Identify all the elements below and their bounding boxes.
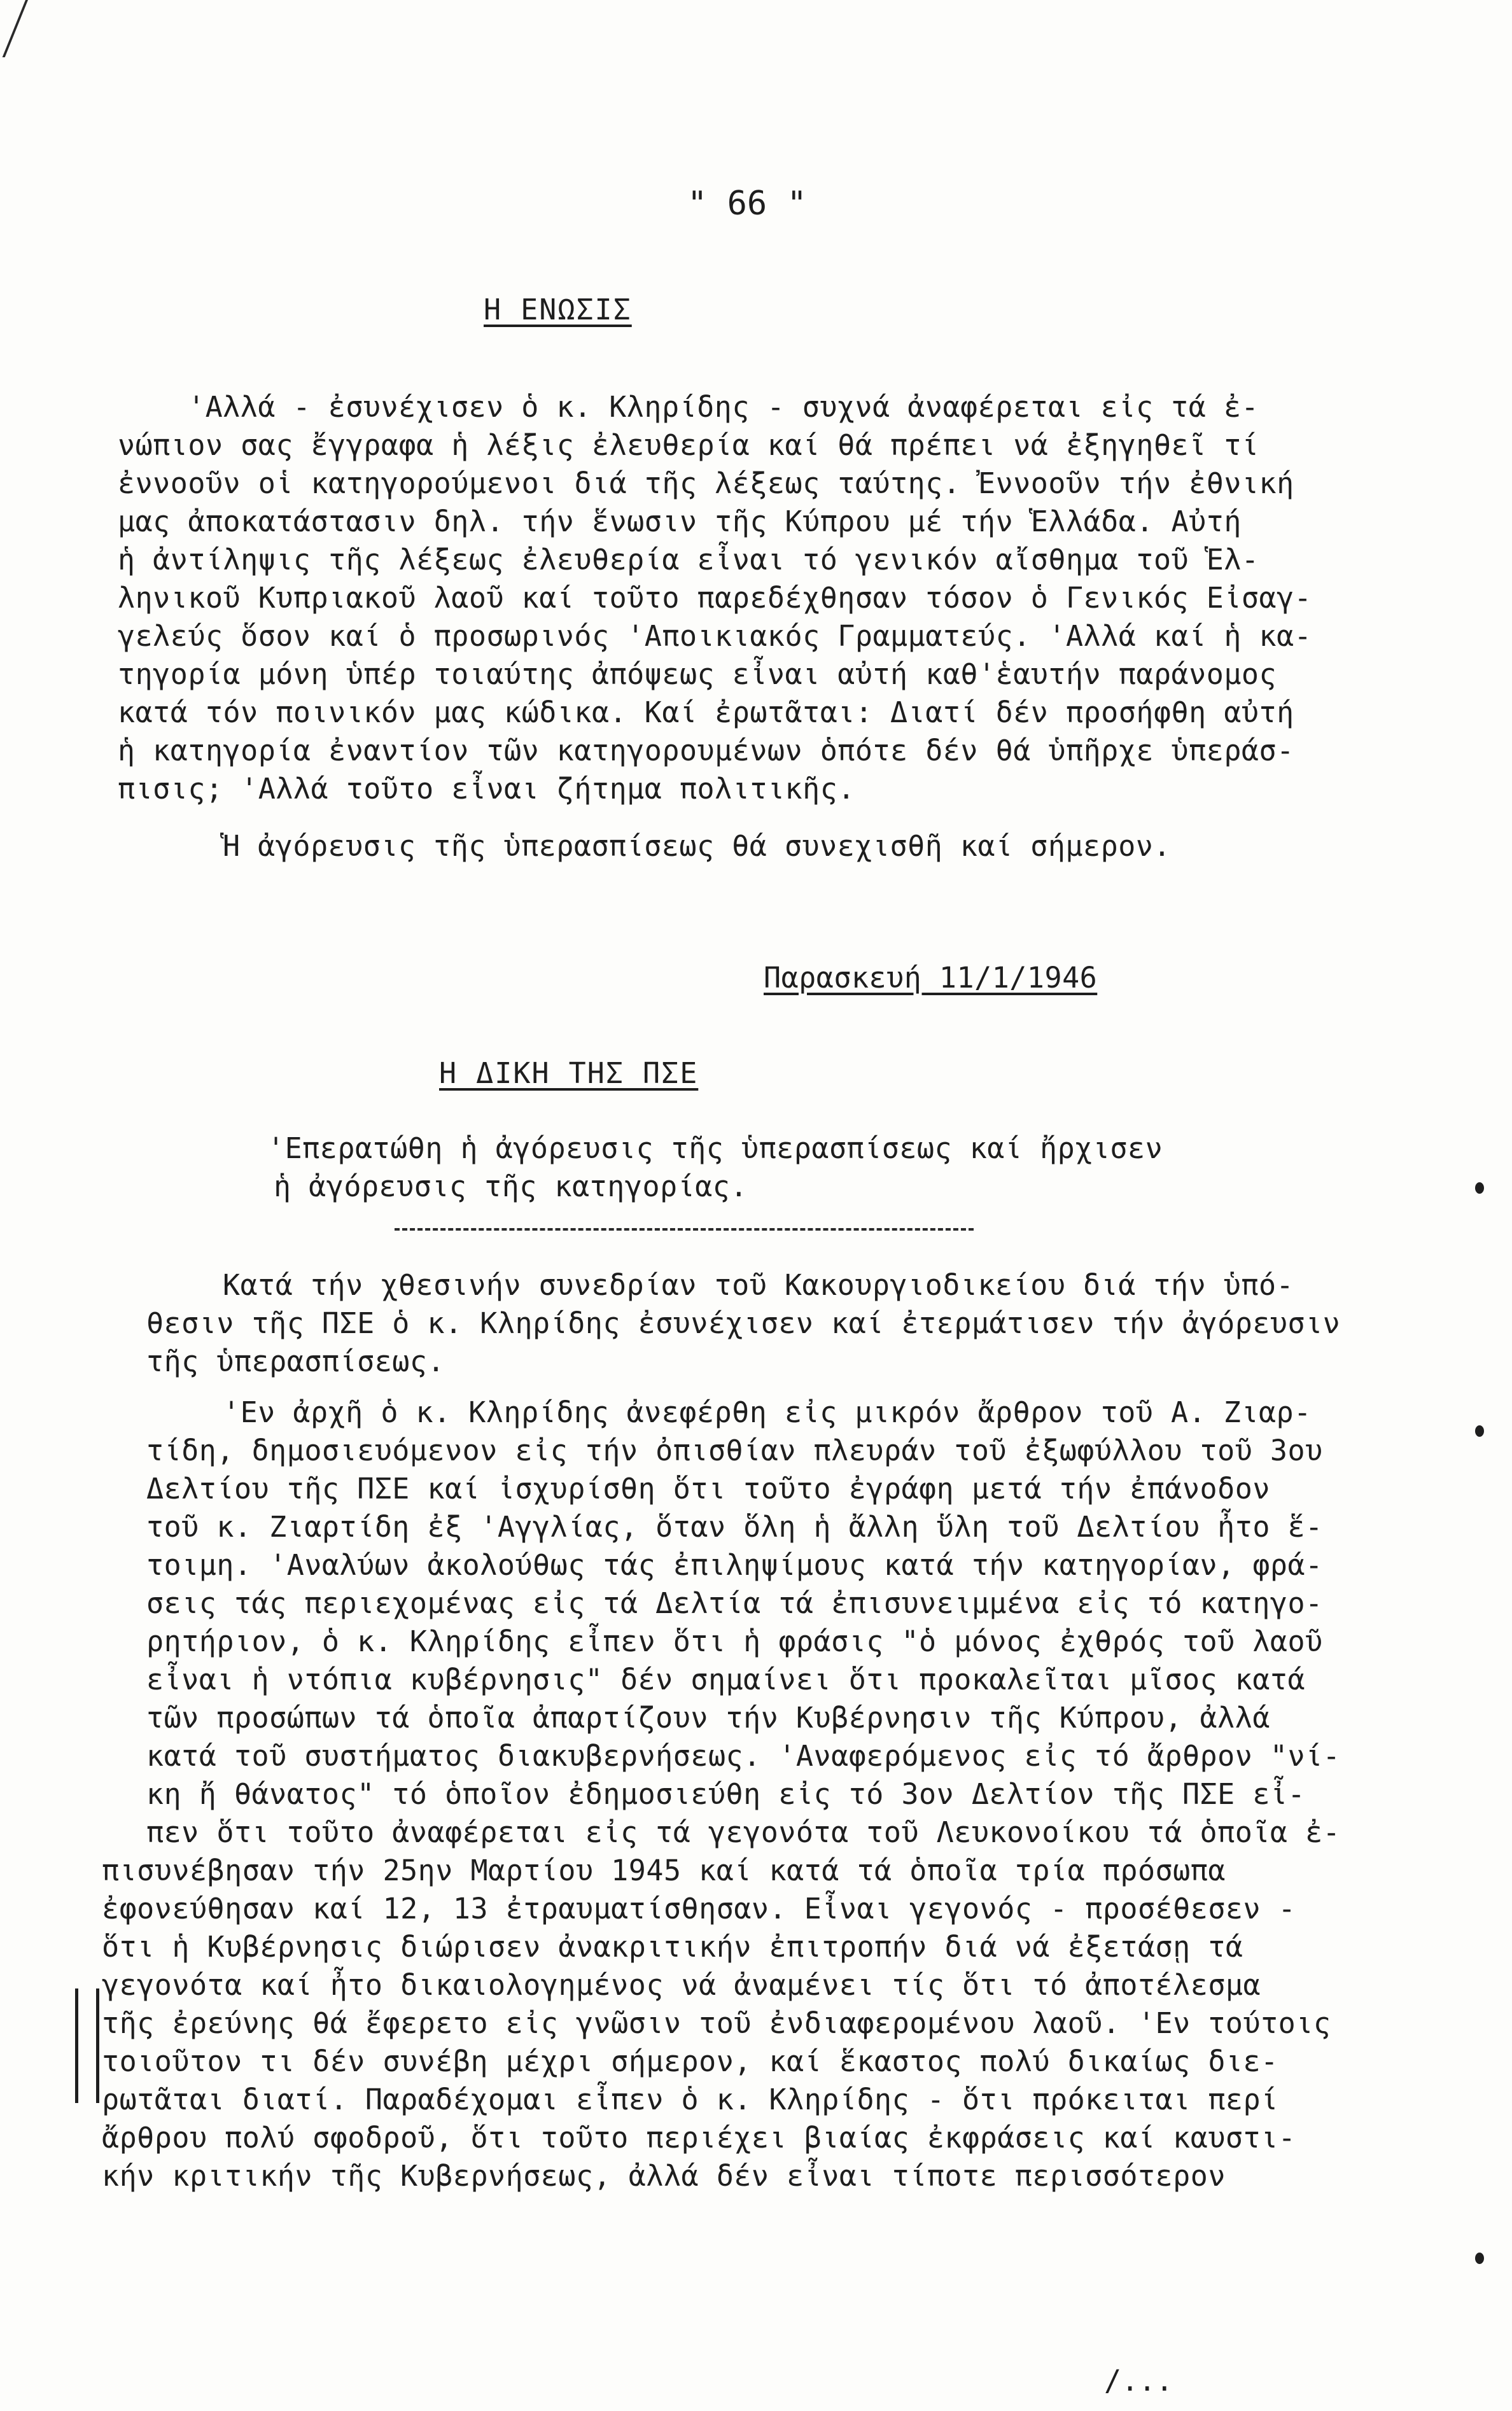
text-line: σεις τάς περιεχομένας εἰς τά Δελτία τά ἐπισυνειμμένα εἰς τό κατηγο-	[146, 1586, 1323, 1620]
text-line: ρητήριον, ὁ κ. Κληρίδης εἶπεν ὅτι ἡ φράσις "ὁ μόνος ἐχθρός τοῦ λαοῦ	[146, 1625, 1323, 1658]
heading-enosis: Η ΕΝΩΣΙΣ	[484, 293, 632, 326]
intro-line: 'Επερατώθη ἡ ἀγόρευσις τῆς ὑπερασπίσεως καί ἤρχισεν	[267, 1131, 1163, 1165]
text-line: τῆς ὑπερασπίσεως.	[146, 1345, 445, 1378]
text-line: μας ἀποκατάστασιν δηλ. τήν ἕνωσιν τῆς Κύπρου μέ τήν Ἑλλάδα. Αὐτή	[118, 505, 1242, 538]
text-line: Δελτίου τῆς ΠΣΕ καί ἰσχυρίσθη ὅτι τοῦτο ἐγράφη μετά τήν ἐπάνοδον	[146, 1472, 1270, 1506]
scan-edge-mark	[0, 0, 28, 57]
text-line: ἡ κατηγορία ἐναντίον τῶν κατηγορουμένων ὁπότε δέν θά ὑπῆρχε ὑπεράσ-	[118, 734, 1294, 767]
page-number: " 66 "	[687, 185, 807, 223]
closing-line: Ἡ ἀγόρευσις τῆς ὑπερασπίσεως θά συνεχισθῆ καί σήμερον.	[223, 829, 1171, 863]
text-line: ὅτι ἡ Κυβέρνησις διώρισεν ἀνακριτικήν ἐπιτροπήν διά νά ἐξετάσῃ τά	[102, 1930, 1243, 1964]
margin-dot	[1475, 1182, 1484, 1194]
text-line: κη ἤ θάνατος" τό ὁποῖον ἐδημοσιεύθη εἰς τό 3ον Δελτίον τῆς ΠΣΕ εἶ-	[146, 1777, 1306, 1811]
margin-dot	[1475, 2253, 1484, 2264]
text-line: ρωτᾶται διατί. Παραδέχομαι εἶπεν ὁ κ. Κληρίδης - ὅτι πρόκειται περί	[102, 2083, 1278, 2116]
text-line: κατά τόν ποινικόν μας κώδικα. Καί ἐρωτᾶται: Διατί δέν προσήφθη αὐτή	[118, 695, 1294, 729]
text-line: ἐφονεύθησαν καί 12, 13 ἐτραυματίσθησαν. Εἶναι γεγονός - προσέθεσεν -	[102, 1892, 1296, 1925]
text-line: ληνικοῦ Κυπριακοῦ λαοῦ καί τοῦτο παρεδέχθησαν τόσον ὁ Γενικός Εἰσαγ-	[118, 581, 1312, 615]
text-line: Κατά τήν χθεσινήν συνεδρίαν τοῦ Κακουργιοδικείου διά τήν ὑπό-	[223, 1268, 1294, 1302]
text-line: 'Εν ἀρχῆ ὁ κ. Κληρίδης ἀνεφέρθη εἰς μικρόν ἄρθρον τοῦ Α. Ζιαρ-	[223, 1395, 1312, 1429]
text-line: γελεύς ὅσον καί ὁ προσωρινός 'Αποικιακός Γραμματεύς. 'Αλλά καί ἡ κα-	[118, 619, 1312, 653]
dateline: Παρασκευή 11/1/1946	[764, 961, 1098, 995]
continuation-mark: /...	[1104, 2364, 1173, 2398]
separator-rule	[395, 1228, 974, 1231]
text-line: τοῦ κ. Ζιαρτίδη ἐξ 'Αγγλίας, ὅταν ὅλη ἡ ἄλλη ὕλη τοῦ Δελτίου ἦτο ἕ-	[146, 1510, 1323, 1544]
text-line: τῶν προσώπων τά ὁποῖα ἀπαρτίζουν τήν Κυβέρνησιν τῆς Κύπρου, ἀλλά	[146, 1701, 1270, 1735]
intro-line: ἡ ἀγόρευσις τῆς κατηγορίας.	[274, 1170, 748, 1203]
text-line: τίδη, δημοσιευόμενον εἰς τήν ὀπισθίαν πλευράν τοῦ ἐξωφύλλου τοῦ 3ου	[146, 1434, 1323, 1467]
text-line: κήν κριτικήν τῆς Κυβερνήσεως, ἀλλά δέν εἶναι τίποτε περισσότερον	[102, 2159, 1226, 2193]
margin-dot	[1475, 1425, 1484, 1437]
text-line: κατά τοῦ συστήματος διακυβερνήσεως. 'Αναφερόμενος εἰς τό ἄρθρον "νί-	[146, 1739, 1341, 1773]
text-line: εἶναι ἡ ντόπια κυβέρνησις" δέν σημαίνει ὅτι προκαλεῖται μῖσος κατά	[146, 1663, 1306, 1696]
text-line: 'Αλλά - ἐσυνέχισεν ὁ κ. Κληρίδης - συχνά ἀναφέρεται εἰς τά ἐ-	[188, 390, 1259, 424]
text-line: γεγονότα καί ἦτο δικαιολογημένος νά ἀναμένει τίς ὅτι τό ἀποτέλεσμα	[102, 1968, 1261, 2002]
text-line: πισυνέβησαν τήν 25ην Μαρτίου 1945 καί κατά τά ὁποῖα τρία πρόσωπα	[102, 1854, 1226, 1887]
text-line: τοιμη. 'Αναλύων ἀκολούθως τάς ἐπιληψίμους κατά τήν κατηγορίαν, φρά-	[146, 1548, 1323, 1582]
text-line: πισις; 'Αλλά τοῦτο εἶναι ζήτημα πολιτικῆς.	[118, 772, 855, 806]
text-line: τηγορία μόνη ὑπέρ τοιαύτης ἀπόψεως εἶναι αὐτή καθ'ἑαυτήν παράνομος	[118, 657, 1277, 691]
text-line: ἡ ἀντίληψις τῆς λέξεως ἐλευθερία εἶναι τό γενικόν αἴσθημα τοῦ Ἑλ-	[118, 543, 1259, 577]
text-line: ἄρθρου πολύ σφοδροῦ, ὅτι τοῦτο περιέχει βιαίας ἐκφράσεις καί καυστι-	[102, 2121, 1296, 2155]
text-line: πεν ὅτι τοῦτο ἀναφέρεται εἰς τά γεγονότα τοῦ Λευκονοίκου τά ὁποῖα ἐ-	[146, 1815, 1341, 1849]
text-line: τοιοῦτον τι δέν συνέβη μέχρι σήμερον, καί ἕκαστος πολύ δικαίως διε-	[102, 2044, 1278, 2078]
heading-trial: Η ΔΙΚΗ ΤΗΣ ΠΣΕ	[439, 1056, 699, 1090]
text-line: θεσιν τῆς ΠΣΕ ὁ κ. Κληρίδης ἐσυνέχισεν καί ἐτερμάτισεν τήν ἀγόρευσιν	[146, 1306, 1341, 1340]
text-line: ἐννοοῦν οἱ κατηγορούμενοι διά τῆς λέξεως ταύτης. Ἐννοοῦν τήν ἐθνική	[118, 466, 1294, 500]
text-line: νώπιον σας ἔγγραφα ἡ λέξις ἐλευθερία καί θά πρέπει νά ἐξηγηθεῖ τί	[118, 428, 1259, 462]
text-line: τῆς ἐρεύνης θά ἔφερετο εἰς γνῶσιν τοῦ ἐνδιαφερομένου λαοῦ. 'Εν τούτοις	[102, 2006, 1331, 2040]
margin-mark	[75, 1988, 99, 2103]
